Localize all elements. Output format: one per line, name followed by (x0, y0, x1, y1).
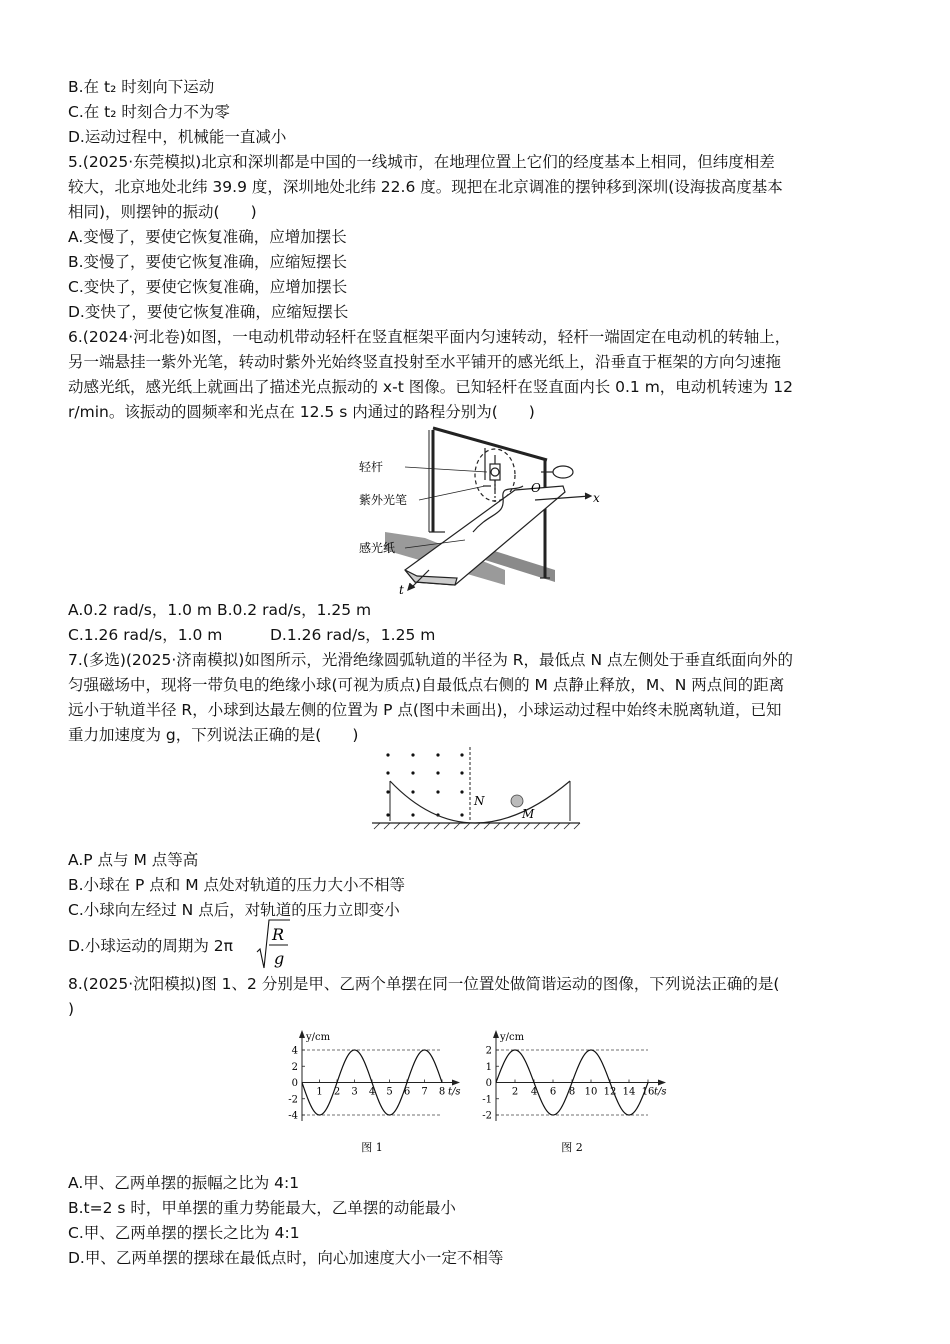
q8-option-a: A.甲、乙两单摆的振幅之比为 4:1 (68, 1174, 300, 1192)
chart-title: 图 1 (361, 1141, 383, 1154)
q7-option-b: B.小球在 P 点和 M 点处对轨道的压力大小不相等 (68, 876, 405, 894)
y-tick-label: 4 (291, 1045, 298, 1057)
x-tick-label: 12 (603, 1086, 617, 1098)
x-tick-label: 7 (421, 1086, 428, 1098)
q7-option-d-text: D.小球运动的周期为 2π (68, 937, 233, 955)
x-tick-label: 10 (584, 1086, 598, 1098)
label-uv-pen: 紫外光笔 (359, 493, 408, 507)
x-tick-label: 5 (386, 1086, 393, 1098)
sqrt-r-over-g (256, 918, 292, 972)
q4-option-b: B.在 t₂ 时刻向下运动 (68, 78, 215, 96)
q6-stem-line4: r/min。该振动的圆频率和光点在 12.5 s 内通过的路程分别为( ) (68, 403, 535, 421)
q4-option-c: C.在 t₂ 时刻合力不为零 (68, 103, 230, 121)
x-tick-label: 4 (368, 1086, 376, 1098)
x-axis-label: t/s (448, 1086, 461, 1098)
q5-stem-line2: 较大，北京地处北纬 39.9 度，深圳地处北纬 22.6 度。现把在北京调准的摆钟移到深圳(设海拔高度基本 (68, 178, 783, 196)
q5-stem-line1: 5.(2025·东莞模拟)北京和深圳都是中国的一线城市，在地理位置上它们的经度基本上相同，但纬度相差 (68, 153, 775, 171)
x-axis-arrow (658, 1080, 666, 1086)
y-tick-label: 2 (291, 1061, 298, 1073)
y-tick-label: -2 (482, 1110, 492, 1122)
q8-stem-line2: ) (68, 1000, 75, 1018)
q5-option-d: D.变快了，要使它恢复准确，应缩短摆长 (68, 303, 349, 321)
q7-option-d (68, 935, 233, 957)
q6-stem-line2: 另一端悬挂一紫外光笔，转动时紫外光始终竖直投射至水平铺开的感光纸上，沿垂直于框架的方向匀速拖 (68, 353, 782, 371)
q7-track-figure (370, 745, 582, 833)
q6-stem-line1: 6.(2024·河北卷)如图，一电动机带动轻杆在竖直框架平面内匀速转动，轻杆一端固定在电动机的转轴上， (68, 328, 791, 346)
x-tick-label: 8 (438, 1086, 446, 1098)
q5-stem-line3: 相同)，则摆钟的振动( ) (68, 203, 257, 221)
x-tick-label: 6 (403, 1086, 411, 1098)
label-axis-x: x (593, 491, 600, 505)
q8-option-b: B.t=2 s 时，甲单摆的重力势能最大，乙单摆的动能最小 (68, 1199, 456, 1217)
q4-option-d: D.运动过程中，机械能一直减小 (68, 128, 287, 146)
q6-option-c: C.1.26 rad/s，1.0 m (68, 626, 223, 644)
x-tick-label: 4 (530, 1086, 538, 1098)
fraction-numerator: R (272, 925, 285, 944)
q8-option-c: C.甲、乙两单摆的摆长之比为 4:1 (68, 1224, 300, 1242)
q7-option-c: C.小球向左经过 N 点后，对轨道的压力立即变小 (68, 901, 400, 919)
q8-option-d: D.甲、乙两单摆的摆球在最低点时，向心加速度大小一定不相等 (68, 1249, 504, 1267)
y-tick-label: 2 (485, 1045, 492, 1057)
x-tick-label: 8 (568, 1086, 576, 1098)
y-tick-label: -4 (288, 1110, 298, 1122)
chart-title: 图 2 (561, 1141, 583, 1154)
x-tick-label: 1 (316, 1086, 323, 1098)
q5-option-b: B.变慢了，要使它恢复准确，应缩短摆长 (68, 253, 348, 271)
q7-stem-line2: 匀强磁场中，现将一带负电的绝缘小球(可视为质点)自最低点右侧的 M 点静止释放，M、N 两点间的距离 (68, 676, 785, 694)
label-rod: 轻杆 (359, 460, 384, 474)
y-tick-label: -1 (482, 1094, 492, 1106)
x-axis-label: t/s (654, 1086, 667, 1098)
ball (511, 795, 523, 807)
y-tick-label: 0 (485, 1078, 492, 1089)
x-tick-label: 3 (351, 1086, 358, 1098)
q8-chart-figure-1 (280, 1020, 475, 1160)
y-axis-label: y/cm (500, 1032, 525, 1043)
label-point-n: N (474, 794, 485, 808)
q6-options-ab: A.0.2 rad/s，1.0 m B.0.2 rad/s，1.25 m (68, 601, 372, 619)
q7-stem-line4: 重力加速度为 g，下列说法正确的是( ) (68, 726, 359, 744)
q7-option-a: A.P 点与 M 点等高 (68, 851, 199, 869)
q7-stem-line3: 远小于轨道半径 R，小球到达最左侧的位置为 P 点(图中未画出)，小球运动过程中始终未脱离轨道，已知 (68, 701, 782, 719)
y-tick-label: 1 (485, 1061, 492, 1073)
y-tick-label: 0 (291, 1078, 298, 1089)
y-axis-arrow (493, 1030, 499, 1038)
q8-stem-line1: 8.(2025·沈阳模拟)图 1、2 分别是甲、乙两个单摆在同一位置处做简谐运动的图像，下列说法正确的是( (68, 975, 780, 993)
q6-stem-line3: 动感光纸，感光纸上就画出了描述光点振动的 x-t 图像。已知轻杆在竖直面内长 0.1 m，电动机转速为 12 (68, 378, 793, 396)
x-tick-label: 2 (511, 1086, 519, 1098)
label-photo-paper: 感光纸 (359, 541, 396, 555)
x-tick-label: 16 (641, 1086, 655, 1098)
label-origin-o: O (531, 481, 541, 495)
fraction-denominator: g (274, 949, 285, 968)
q5-option-c: C.变快了，要使它恢复准确，应增加摆长 (68, 278, 348, 296)
x-tick-label: 2 (333, 1086, 341, 1098)
q6-option-d: D.1.26 rad/s，1.25 m (270, 626, 436, 644)
label-axis-t: t (399, 583, 404, 597)
q5-option-a: A.变慢了，要使它恢复准确，应增加摆长 (68, 228, 347, 246)
label-point-m: M (522, 807, 535, 821)
y-axis-label: y/cm (306, 1032, 331, 1043)
q8-chart-figure-2 (472, 1020, 672, 1160)
x-tick-label: 6 (549, 1086, 557, 1098)
x-axis-arrow (452, 1080, 460, 1086)
y-tick-label: -2 (288, 1094, 298, 1106)
y-axis-arrow (299, 1030, 305, 1038)
x-tick-label: 14 (622, 1086, 636, 1098)
q7-stem-line1: 7.(多选)(2025·济南模拟)如图所示，光滑绝缘圆弧轨道的半径为 R，最低点 N 点左侧处于垂直纸面向外的 (68, 651, 793, 669)
q6-apparatus-figure (355, 420, 605, 598)
